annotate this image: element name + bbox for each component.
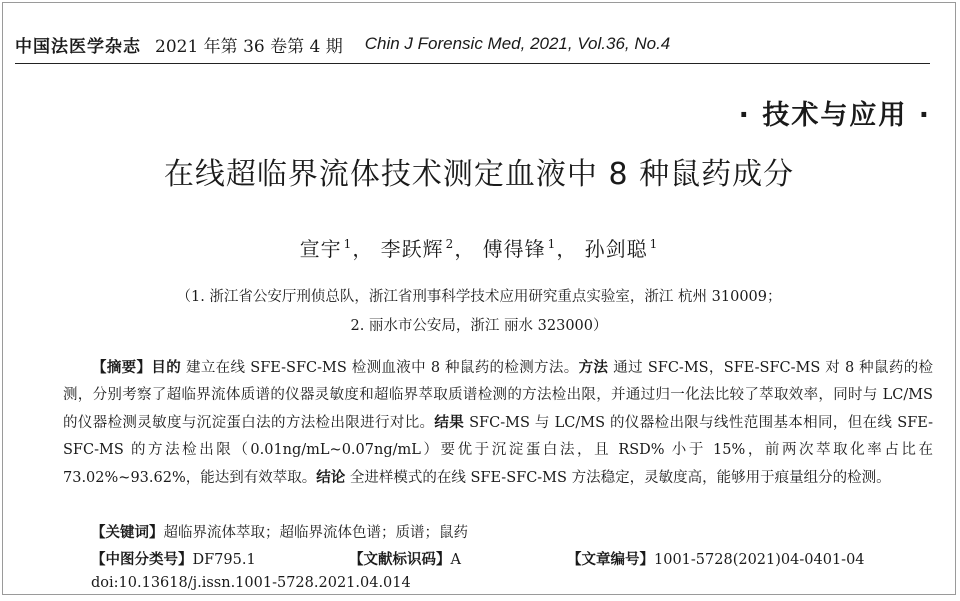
conclusion-text: 全进样模式的在线 SFE-SFC-MS 方法稳定，灵敏度高，能够用于痕量组分的检测。 — [345, 470, 891, 486]
header-rule — [15, 63, 930, 64]
bibliographic-codes — [91, 548, 921, 570]
running-header — [15, 29, 670, 59]
section-label: · 技术与应用 · — [738, 100, 931, 131]
affiliation-line: （1. 浙江省公安厅刑侦总队，浙江省刑事科学技术应用研究重点实验室，浙江 杭州 310009； — [176, 289, 782, 305]
objective-text: 建立在线 SFE-SFC-MS 检测血液中 8 种鼠药的检测方法。 — [181, 360, 579, 376]
doi: doi:10.13618/j.issn.1001-5728.2021.04.014 — [91, 575, 411, 591]
results-label: 结果 — [434, 414, 465, 431]
author: 孙剑聪 $^1$ — [584, 237, 659, 261]
article-title: 在线超临界流体技术测定血液中 8 种鼠药成分 — [163, 157, 795, 192]
journal-page — [2, 2, 956, 595]
affiliation-line: 2. 丽水市公安局，浙江 丽水 323000） — [350, 318, 608, 334]
methods-label: 方法 — [578, 359, 609, 376]
journal-name-en: Chin J Forensic Med, 2021, Vol.36, No.4 — [364, 34, 671, 53]
journal-name-cn: 中国法医学杂志 — [15, 36, 141, 57]
methods-text: 通过 SFC-MS，SFE-SFC-MS 对 8 种鼠药的检测，分别考察了超临界流体质谱的仪器灵敏度和超临界萃取质谱检测的方法检出限，并通过归一化法比较了萃取效率，同时与 LC/MS 的仪器检测灵敏度与沉淀蛋白法的方法检出限进行对比。 — [63, 360, 934, 431]
author-list: 宣宇 $^1$， 李跃辉 $^2$， 傅得锋 $^1$， 孙剑聪 $^1$ — [299, 237, 659, 261]
keywords — [91, 521, 468, 542]
keywords-label: 【关键词】 — [91, 524, 164, 541]
results-text: SFC-MS 与 LC/MS 的仪器检出限与线性范围基本相同，但在线 SFE-SFC-MS 的方法检出限（0.01ng/mL~0.07ng/mL）要优于沉淀蛋白法，且 RSD% 小于 15%，前两次萃取化率占比在 73.02%~93.62%，能达到有效萃取。 — [63, 415, 934, 486]
author: 宣宇 $^1$ — [299, 237, 353, 261]
issue-info-cn: 2021 年第 36 卷第 4 期 — [155, 36, 343, 57]
conclusion-label: 结论 — [316, 469, 346, 486]
objective-label: 目的 — [151, 359, 182, 376]
article-number: 【文章编号】1001-5728(2021)04-0401-04 — [567, 551, 865, 568]
author: 李跃辉 $^2$ — [380, 237, 455, 261]
document-code: 【文献标识码】A — [349, 551, 461, 568]
keywords-text: 超临界流体萃取；超临界流体色谱；质谱；鼠药 — [163, 525, 468, 541]
abstract — [63, 354, 933, 492]
classification-number: 【中图分类号】DF795.1 — [91, 551, 256, 568]
author: 傅得锋 $^1$ — [482, 237, 557, 261]
abstract-label: 【摘要】 — [92, 359, 152, 376]
